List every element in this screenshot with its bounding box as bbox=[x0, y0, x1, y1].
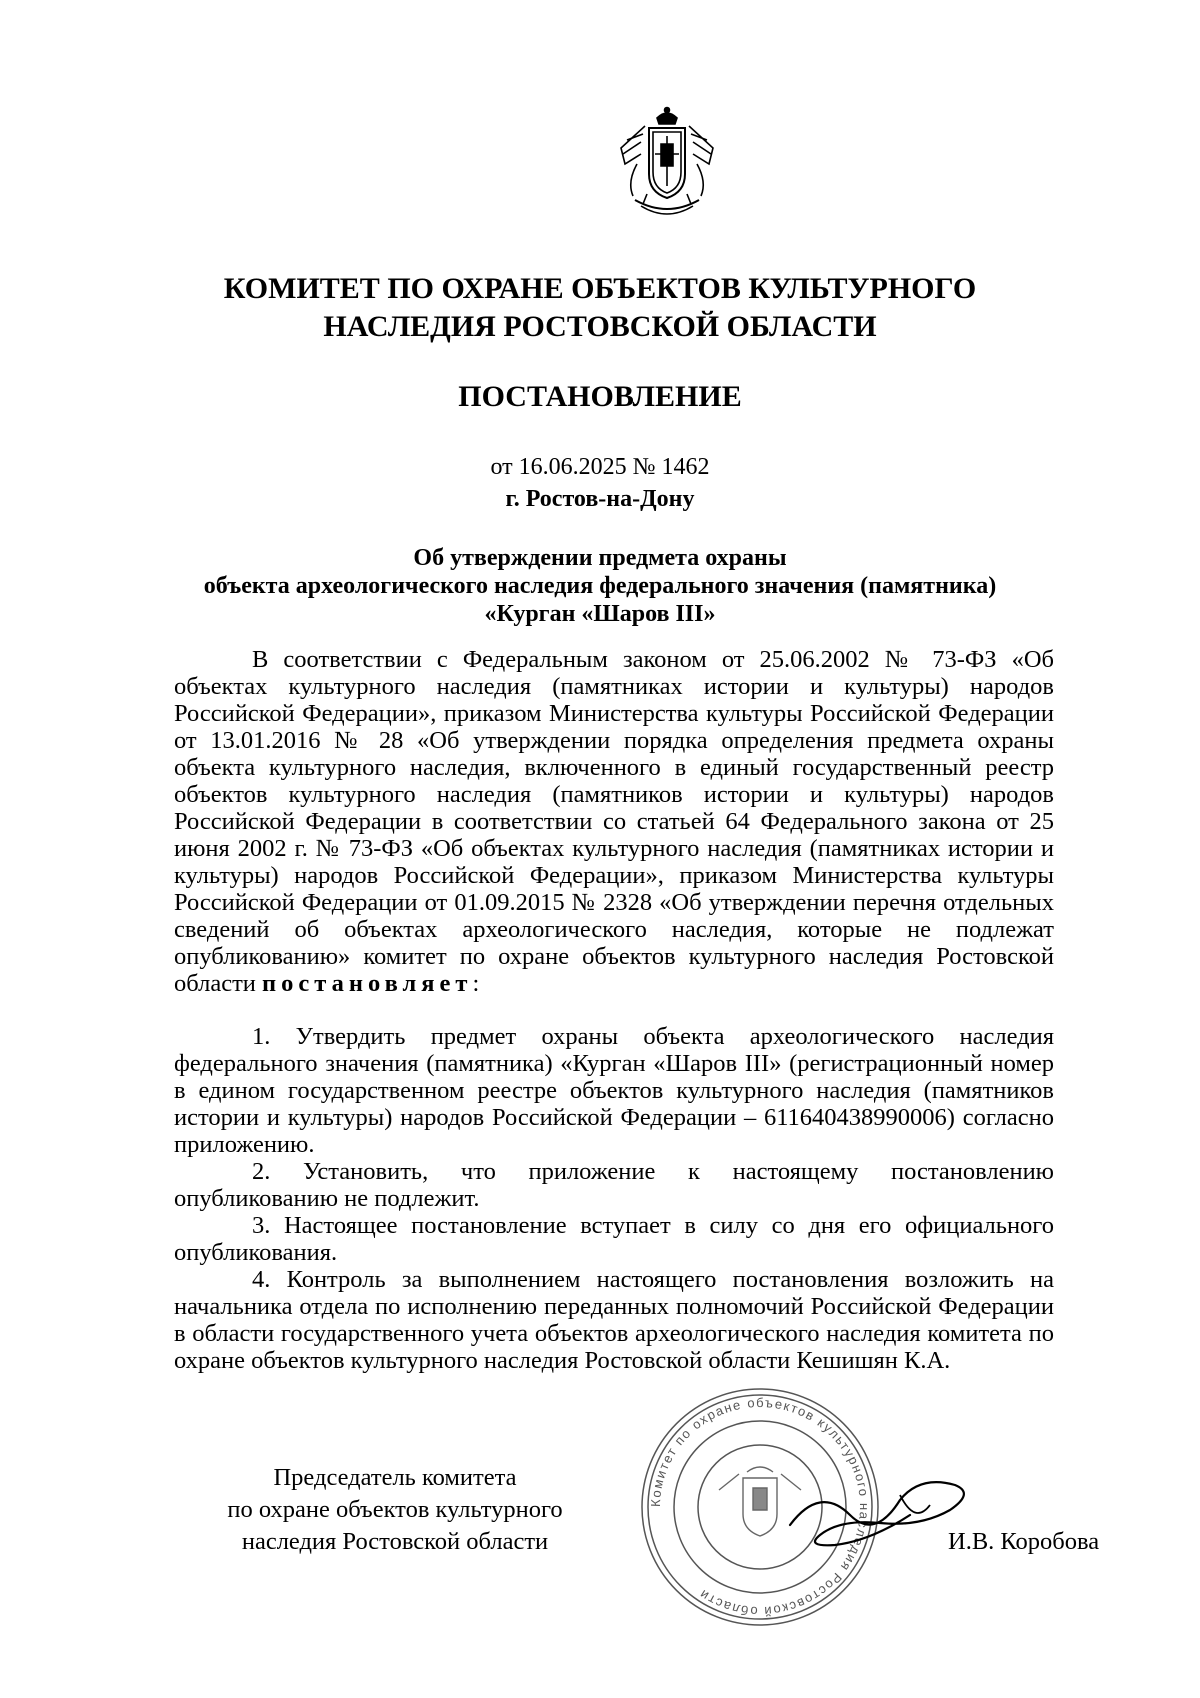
subject-line-2: объекта археологического наследия федерального значения (памятника) bbox=[203, 573, 997, 599]
decree-word: постановляет bbox=[262, 970, 473, 997]
document-city: г. Ростов-на-Дону bbox=[505, 486, 695, 512]
organization-title-line-1: КОМИТЕТ ПО ОХРАНЕ ОБЪЕКТОВ КУЛЬТУРНОГО bbox=[223, 272, 977, 305]
signer-position-line-3: наследия Ростовской области bbox=[241, 1528, 549, 1555]
signer-position-line-1: Председатель комитета bbox=[273, 1464, 517, 1491]
seal-text: Комитет по охране объектов культурного наследия Ростовской области bbox=[647, 1394, 873, 1620]
organization-title-line-2: НАСЛЕДИЯ РОСТОВСКОЙ ОБЛАСТИ bbox=[323, 310, 877, 343]
document-subject bbox=[150, 544, 1050, 628]
preamble-text: В соответствии с Федеральным законом от 25.06.2002 № 73-ФЗ «Об объектах культурного наследия (памятниках истории и культуры) народов Российской Федерации», приказом Министерства культуры Российской Федерации от 13.01.2016 № 28 «Об утверждении порядка определения предмета охраны объекта культурного наследия, включенного в единый государственный реестр объектов культурного наследия (памятников истории и культуры) народов Российской Федерации в соответствии со статьей 64 Федерального закона от 25 июня 2002 г. № 73-ФЗ «Об объектах культурного наследия (памятниках истории и культуры) народов Российской Федерации», приказом Министерства культуры Российской Федерации от 01.09.2015 № 2328 «Об утверждении перечня отдельных сведений об объектах археологического наследия, которые не подлежат опубликованию» комитет по охране объектов культурного наследия Ростовской области bbox=[174, 646, 1054, 997]
decree-item-1: 1. Утвердить предмет охраны объекта археологического наследия федерального значения (памятника) «Курган «Шаров III» (регистрационный номер в едином государственном реестре объектов культурного наследия (памятников истории и культуры) народов Российской Федерации – 611640438990006) согласно приложению. bbox=[174, 1023, 1054, 1158]
subject-line-1: Об утверждении предмета охраны bbox=[413, 545, 787, 571]
subject-line-3: «Курган «Шаров III» bbox=[484, 601, 716, 627]
decree-colon: : bbox=[472, 970, 480, 997]
decree-item-2: 2. Установить, что приложение к настоящему постановлению опубликованию не подлежит. bbox=[174, 1158, 1054, 1212]
document-type: ПОСТАНОВЛЕНИЕ bbox=[458, 380, 742, 413]
document-date-number: от 16.06.2025 № 1462 bbox=[490, 454, 710, 480]
rostov-oblast-coat-of-arms-icon bbox=[607, 104, 727, 224]
decree-item-4: 4. Контроль за выполнением настоящего постановления возложить на начальника отдела по исполнению переданных полномочий Российской Федерации в области государственного учета объектов археологического наследия комитета по охране объектов культурного наследия Ростовской области Кешишян К.А. bbox=[174, 1266, 1054, 1374]
decree-item-3: 3. Настоящее постановление вступает в силу со дня его официального опубликования. bbox=[174, 1212, 1054, 1266]
decree-items bbox=[174, 1023, 1054, 1374]
preamble bbox=[174, 646, 1054, 997]
signer-position bbox=[185, 1462, 605, 1558]
preamble-paragraph bbox=[174, 646, 1054, 997]
organization-title bbox=[170, 270, 1030, 346]
signer-name: И.В. Коробова bbox=[948, 1528, 1100, 1555]
signer-position-line-2: по охране объектов культурного bbox=[227, 1496, 563, 1523]
